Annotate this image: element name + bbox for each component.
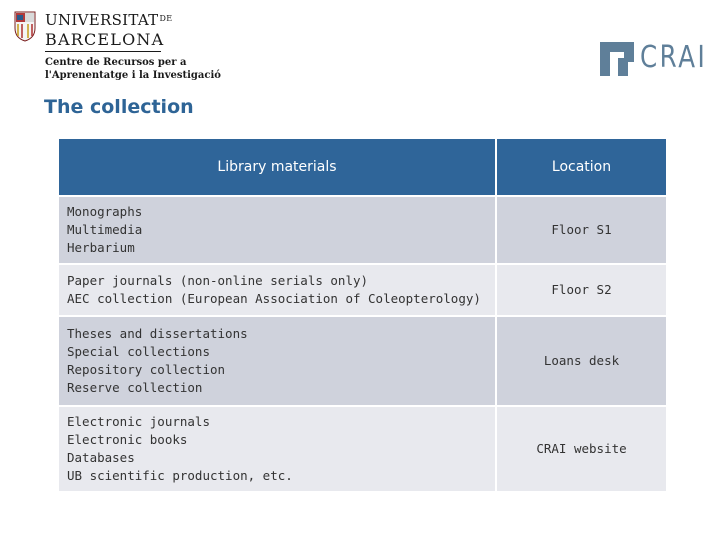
table-header-row bbox=[59, 139, 666, 197]
table-row bbox=[59, 407, 666, 493]
table-row bbox=[59, 317, 666, 407]
materials-cell bbox=[59, 197, 497, 265]
location-cell: Floor S1 bbox=[497, 197, 666, 265]
material-item: Herbarium bbox=[67, 240, 135, 255]
material-item: Paper journals (non-online serials only) bbox=[67, 273, 369, 288]
crai-logo-text: CRAI bbox=[640, 40, 708, 75]
material-item: Multimedia bbox=[67, 222, 143, 237]
university-name-de: DE bbox=[159, 14, 173, 23]
table-row bbox=[59, 197, 666, 265]
material-item: Reserve collection bbox=[67, 380, 203, 395]
material-item: Theses and dissertations bbox=[67, 326, 248, 341]
logo-divider bbox=[45, 51, 161, 52]
material-item: UB scientific production, etc. bbox=[67, 468, 293, 483]
table-row bbox=[59, 265, 666, 317]
materials-cell bbox=[59, 407, 497, 493]
university-name-line1: $UNIVERSITAT^{DE}$ bbox=[45, 11, 173, 29]
page-title: The collection bbox=[44, 96, 194, 118]
material-item: Special collections bbox=[67, 344, 210, 359]
materials-cell bbox=[59, 265, 497, 317]
header-library-materials: Library materials bbox=[59, 139, 497, 197]
location-cell: Floor S2 bbox=[497, 265, 666, 317]
material-item: Repository collection bbox=[67, 362, 226, 377]
material-item: Electronic books bbox=[67, 432, 188, 447]
material-item: Databases bbox=[67, 450, 135, 465]
university-logo bbox=[13, 8, 221, 84]
centre-name-line2: l'Aprenentatge i la Investigació bbox=[45, 70, 221, 81]
university-seal-icon bbox=[13, 10, 37, 42]
material-item: Electronic journals bbox=[67, 414, 210, 429]
collection-table bbox=[59, 139, 666, 493]
material-item: AEC collection (European Association of Coleopterology) bbox=[67, 291, 481, 306]
centre-name-line1: Centre de Recursos per a bbox=[45, 57, 187, 68]
crai-mark-icon bbox=[600, 42, 634, 76]
material-item: Monographs bbox=[67, 204, 143, 219]
materials-cell bbox=[59, 317, 497, 407]
crai-logo bbox=[600, 40, 710, 80]
header-location: Location bbox=[497, 139, 666, 197]
university-name-line2: BARCELONA bbox=[45, 30, 165, 49]
location-cell: CRAI website bbox=[497, 407, 666, 493]
location-cell: Loans desk bbox=[497, 317, 666, 407]
